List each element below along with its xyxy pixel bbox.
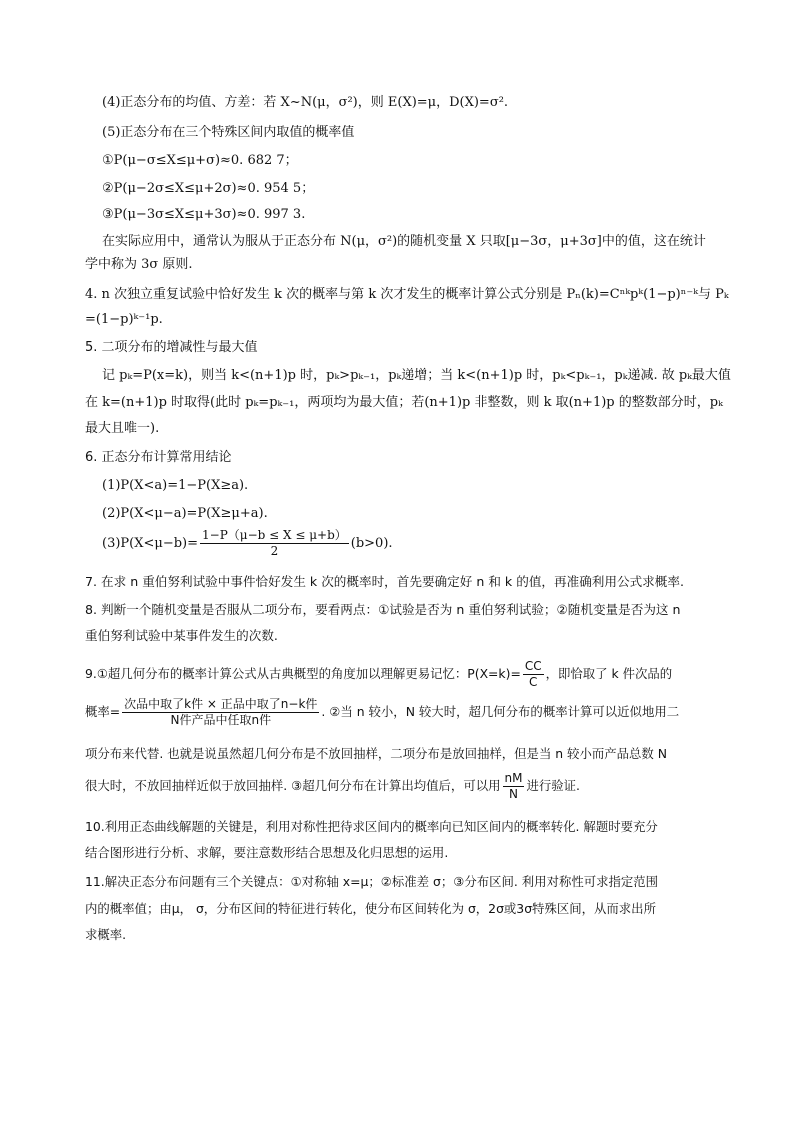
conclusion-3-fraction	[200, 528, 349, 559]
item-9-text-cont2: 项分布来代替. 也就是说虽然超几何分布是不放回抽样，二项分布是放回抽样，但是当 n 较小而产品总数 N	[85, 746, 668, 761]
conclusion-3-lhs: (3)P(X<μ−b)=	[102, 536, 199, 551]
item-5-text-cont1: 在 k=(n+1)p 时取得(此时 pₖ=pₖ₋₁，两项均为最大值；若(n+1)p 非整数，则 k 取(n+1)p 的整数部分时，pₖ	[85, 395, 723, 410]
conclusion-3	[102, 528, 393, 560]
fraction-numerator: CC	[524, 659, 542, 673]
item-5-text: 记 pₖ=P(x=k)，则当 k<(n+1)p 时，pₖ>pₖ₋₁，pₖ递增；当 k<(n+1)p 时，pₖ<pₖ₋₁，pₖ递减. 故 pₖ最大值	[102, 368, 731, 383]
mean-fraction	[503, 771, 525, 802]
item-9-text-cont3	[85, 770, 580, 802]
item-9-formula-lead: 9.①超几何分布的概率计算公式从古典概型的角度加以理解更易记忆：P(X=k)=	[85, 666, 521, 681]
item-11-text-cont2: 求概率.	[85, 927, 127, 942]
interval-1sigma: ①P(μ−σ≤X≤μ+σ)≈0. 682 7；	[102, 153, 298, 168]
probability-lead: 概率=	[85, 704, 121, 719]
normal-mean-variance: (4)正态分布的均值、方差：若 X~N(μ，σ²)，则 E(X)=μ，D(X)=σ².	[102, 95, 509, 110]
three-sigma-rule-text-cont: 学中称为 3σ 原则.	[85, 257, 193, 272]
conclusion-1: (1)P(X<a)=1−P(X≥a).	[102, 478, 249, 493]
interval-3sigma: ③P(μ−3σ≤X≤μ+3σ)≈0. 997 3.	[102, 207, 306, 222]
item-4-text-cont: =(1−p)ᵏ⁻¹p.	[85, 312, 163, 327]
item-6-heading: 6. 正态分布计算常用结论	[85, 450, 232, 465]
probability-word-fraction	[122, 697, 319, 728]
item-4-text: 4. n 次独立重复试验中恰好发生 k 次的概率与第 k 次才发生的概率计算公式分别是 Pₙ(k)=Cⁿᵏpᵏ(1−p)ⁿ⁻ᵏ与 Pₖ	[85, 287, 729, 302]
three-sigma-rule-text: 在实际应用中，通常认为服从于正态分布 N(μ，σ²)的随机变量 X 只取[μ−3σ，μ+3σ]中的值，这在统计	[102, 234, 706, 249]
fraction-denominator: C	[529, 675, 538, 689]
item-8-text-cont: 重伯努利试验中某事件发生的次数.	[85, 628, 278, 643]
hypergeometric-fraction	[523, 659, 544, 690]
item-9-text	[85, 658, 672, 690]
item-10-text-cont: 结合图形进行分析、求解，要注意数形结合思想及化归思想的运用.	[85, 845, 449, 860]
item-5-text-cont2: 最大且唯一).	[85, 421, 160, 436]
item-9-formula-tail: ，即恰取了 k 件次品的	[545, 666, 673, 681]
fraction-numerator: 1−P（μ−b ≤ X ≤ μ+b）	[202, 528, 347, 542]
item-8-text: 8. 判断一个随机变量是否服从二项分布，要看两点：①试验是否为 n 重伯努利试验；②随机变量是否为这 n	[85, 602, 681, 617]
conclusion-2: (2)P(X<μ−a)=P(X≥μ+a).	[102, 506, 268, 521]
fraction-denominator: N	[508, 787, 518, 801]
fraction-numerator: nM	[504, 771, 523, 785]
fraction-numerator: 次品中取了k件 × 正品中取了n−k件	[124, 697, 318, 711]
item-11-text: 11.解决正态分布问题有三个关键点：①对称轴 x=μ；②标准差 σ；③分布区间. 利用对称性可求指定范围	[85, 874, 659, 889]
verification-lead: 很大时，不放回抽样近似于放回抽样. ③超几何分布在计算出均值后，可以用	[85, 778, 501, 793]
item-11-text-cont1: 内的概率值；由μ， σ，分布区间的特征进行转化，使分布区间转化为 σ，2σ或3σ特殊区间，从而求出所	[85, 901, 656, 916]
item-10-text: 10.利用正态曲线解题的关键是，利用对称性把待求区间内的概率向已知区间内的概率转化. 解题时要充分	[85, 819, 658, 834]
interval-2sigma: ②P(μ−2σ≤X≤μ+2σ)≈0. 954 5；	[102, 181, 315, 196]
item-5-heading: 5. 二项分布的增减性与最大值	[85, 340, 258, 355]
conclusion-3-condition: (b>0).	[350, 536, 393, 551]
fraction-denominator: 2	[270, 544, 279, 558]
verification-tail: 进行验证.	[526, 778, 580, 793]
item-9-text-cont1	[85, 696, 679, 728]
normal-special-intervals-heading: (5)正态分布在三个特殊区间内取值的概率值	[102, 125, 355, 140]
fraction-denominator: N件产品中任取n件	[170, 713, 272, 727]
item-7-text: 7. 在求 n 重伯努利试验中事件恰好发生 k 次的概率时，首先要确定好 n 和 k 的值，再准确利用公式求概率.	[85, 574, 684, 589]
probability-tail: . ②当 n 较小，N 较大时，超几何分布的概率计算可以近似地用二	[321, 704, 680, 719]
